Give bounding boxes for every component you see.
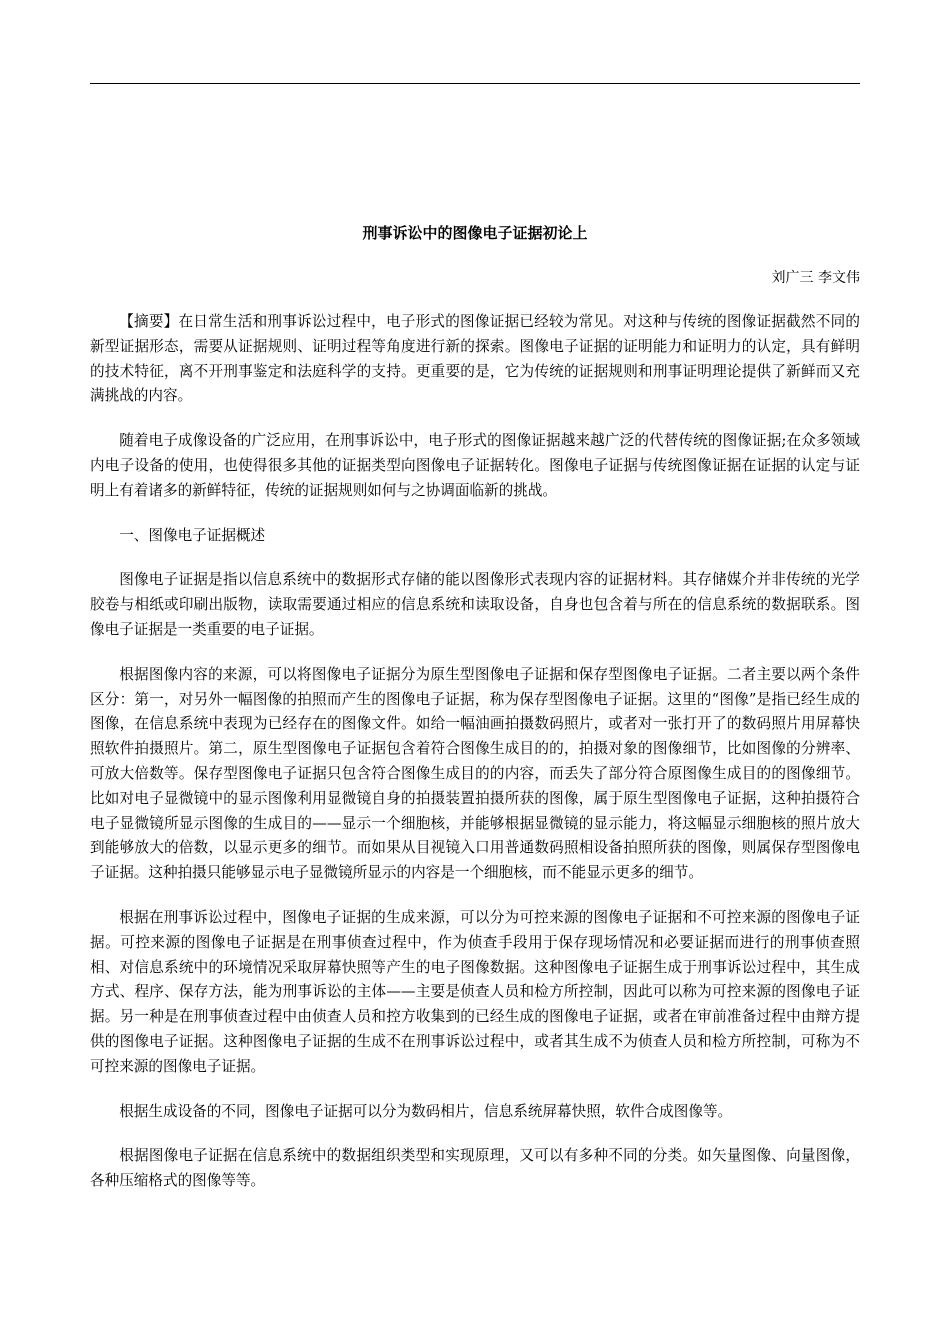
document-body [90,222,860,1214]
body-paragraph: 根据在刑事诉讼过程中，图像电子证据的生成来源，可以分为可控来源的图像电子证据和不可控来源的图像电子证据。可控来源的图像电子证据是在刑事侦查过程中，作为侦查手段用于保存现场情况和必要证据而进行的刑事侦查照相、对信息系统中的环境情况采取屏幕快照等产生的电子图像数据。这种图像电子证据生成于刑事诉讼过程中，其生成方式、程序、保存方法，能为刑事诉讼的主体——主要是侦查人员和检方所控制，因此可以称为可控来源的图像电子证据。另一种是在刑事侦查过程中由侦查人员和控方收集到的已经生成的图像电子证据，或者在审前准备过程中由辩方提供的图像电子证据。这种图像电子证据的生成不在刑事诉讼过程中，或者其生成不为侦查人员和检方所控制，可称为不可控来源的图像电子证据。 [90,908,860,1075]
body-paragraph: 根据生成设备的不同，图像电子证据可以分为数码相片，信息系统屏幕快照，软件合成图像等。 [119,1102,733,1120]
body-paragraph: 根据图像内容的来源，可以将图像电子证据分为原生型图像电子证据和保存型图像电子证据。二者主要以两个条件区分：第一，对另外一幅图像的拍照而产生的图像电子证据，称为保存型图像电子证据。这里的“图像”是指已经生成的图像，在信息系统中表现为已经存在的图像文件。如给一幅油画拍摄数码照片，或者对一张打开了的数码照片用屏幕快照软件拍摄照片。第二，原生型图像电子证据包含着符合图像生成目的的，拍摄对象的图像细节，比如图像的分辨率、可放大倍数等。保存型图像电子证据只包含符合图像生成目的的内容，而丢失了部分符合原图像生成目的的图像细节。比如对电子显微镜中的显示图像利用显微镜自身的拍摄装置拍摄所获的图像，属于原生型图像电子证据，这种拍摄符合电子显微镜所显示图像的生成目的——显示一个细胞核，并能够根据显微镜的显示能力，将这幅显示细胞核的照片放大到能够放大的倍数，以显示更多的细节。而如果从目视镜入口用普通数码照相设备拍照所获的图像，则属保存型图像电子证据。这种拍摄只能够显示电子显微镜所显示的内容是一个细胞核，而不能显示更多的细节。 [90,665,860,882]
body-paragraph: 根据图像电子证据在信息系统中的数据组织类型和实现原理，又可以有多种不同的分类。如矢量图像、向量图像，各种压缩格式的图像等等。 [90,1147,860,1190]
intro-paragraph: 随着电子成像设备的广泛应用，在刑事诉讼中，电子形式的图像证据越来越广泛的代替传统的图像证据;在众多领域内电子设备的使用，也使得很多其他的证据类型向图像电子证据转化。图像电子证据与传统图像证据在证据的认定与证明上有着诸多的新鲜特征，传统的证据规则如何与之协调面临新的挑战。 [90,432,860,499]
abstract-paragraph: 【摘要】在日常生活和刑事诉讼过程中，电子形式的图像证据已经较为常见。对这种与传统的图像证据截然不同的新型证据形态，需要从证据规则、证明过程等角度进行新的探索。图像电子证据的证明能力和证明力的认定，具有鲜明的技术特征，离不开刑事鉴定和法庭科学的支持。更重要的是，它为传统的证据规则和刑事证明理论提供了新鲜而又充满挑战的内容。 [90,313,860,405]
section-heading: 一、图像电子证据概述 [119,526,266,544]
header-rule [90,83,860,84]
document-title: 刑事诉讼中的图像电子证据初论上 [362,224,588,242]
document-authors: 刘广三 李文伟 [771,270,860,286]
body-paragraph: 图像电子证据是指以信息系统中的数据形式存储的能以图像形式表现内容的证据材料。其存储媒介并非传统的光学胶卷与相纸或印刷出版物，读取需要通过相应的信息系统和读取设备，自身也包含着与所在的信息系统的数据联系。图像电子证据是一类重要的电子证据。 [90,571,860,638]
